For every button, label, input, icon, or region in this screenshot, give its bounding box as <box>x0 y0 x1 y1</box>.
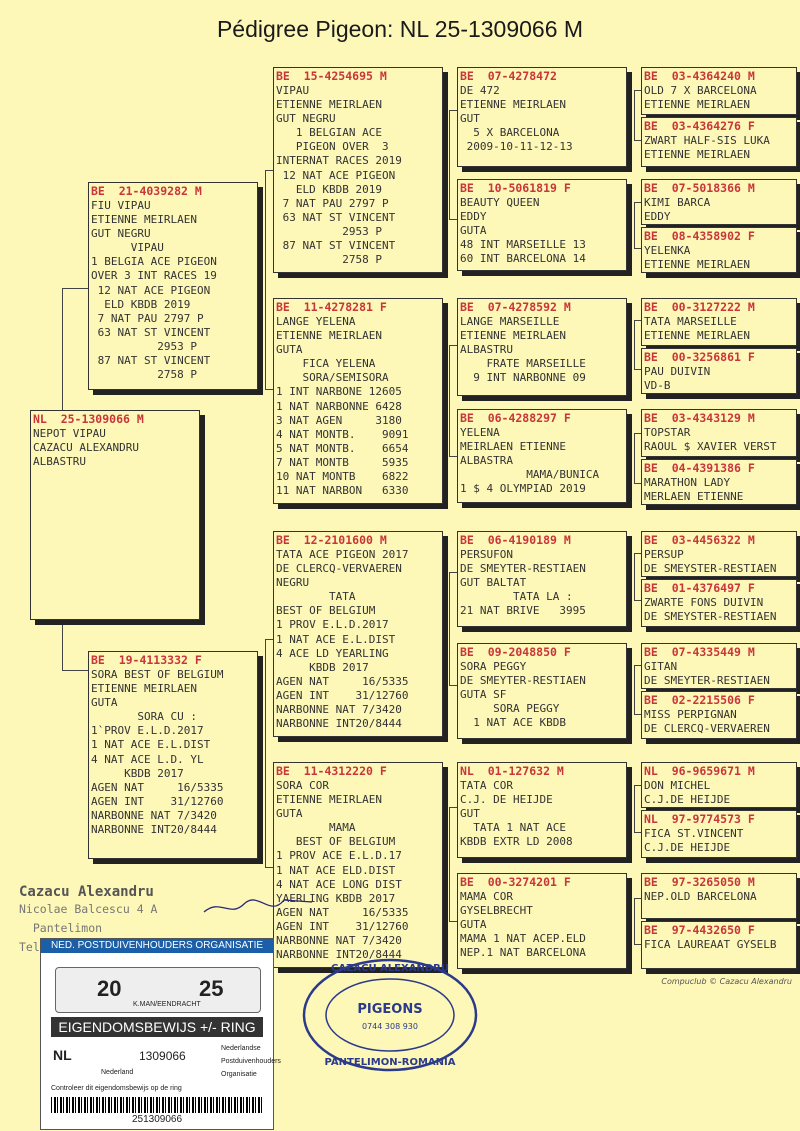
ring-number: BE 00-3127222 M <box>644 300 755 314</box>
card-line: AGEN NAT 16/5335 <box>91 780 224 794</box>
card-line: 11 NAT NARBON 6330 <box>276 484 409 498</box>
ring-title: EIGENDOMSBEWIJS +/- RING <box>51 1017 263 1037</box>
ring-number: BE 03-4364276 F <box>644 119 755 133</box>
card-line: MEIRLAEN ETIENNE <box>460 440 566 454</box>
card-line: 4 NAT ACE LONG DIST <box>276 877 402 891</box>
card-line: AGEN INT 31/12760 <box>276 688 409 702</box>
card-line: NEP.OLD BARCELONA <box>644 890 757 903</box>
card-line: DE SMEYTER-RESTIAEN <box>644 674 770 688</box>
card-line: YELENKA <box>644 244 691 257</box>
card-line: TATA ACE PIGEON 2017 <box>276 548 409 561</box>
pigeon-card-ddd <box>457 873 627 969</box>
pigeon-card-ds <box>273 531 443 737</box>
pigeon-card-g12 <box>641 691 797 739</box>
ring-number: BE 07-4335449 M <box>644 645 755 659</box>
card-line: AGEN INT 31/12760 <box>91 794 224 808</box>
card-line: MAMA/BUNICA <box>460 468 600 482</box>
stamp-bottom-text: PANTELIMON-ROMANIA <box>324 1057 456 1068</box>
ring-number: NL 01-127632 M <box>460 764 564 778</box>
card-line: ZWART HALF-SIS LUKA <box>644 134 770 147</box>
ring-year-right: 25 <box>199 976 224 1001</box>
card-line: ETIENNE MEIRLAEN <box>644 329 750 343</box>
card-line: PERSUFON <box>460 548 513 561</box>
card-line: NARBONNE NAT 7/3420 <box>276 703 402 717</box>
card-line: ETIENNE MEIRLAEN <box>91 682 197 696</box>
card-line: 2758 P <box>91 368 197 382</box>
pigeon-card-sds <box>457 298 627 396</box>
ring-number: BE 97-4432650 F <box>644 923 755 937</box>
breeder-address: Nicolae Balcescu 4 A Pantelimon Tel <box>19 902 158 954</box>
card-line: OLD 7 X BARCELONA <box>644 84 757 97</box>
pigeon-card-g13 <box>641 762 797 808</box>
card-line: KBDB 2017 <box>276 660 369 674</box>
card-line: GUT NEGRU <box>276 112 336 126</box>
card-line: TATA LA : <box>460 590 573 604</box>
card-line: GUTA <box>276 343 303 357</box>
card-line: 1 PROV ACE E.L.D.17 <box>276 849 402 863</box>
card-line: SORA PEGGY <box>460 660 527 673</box>
card-line: TATA COR <box>460 779 513 792</box>
card-line: ETIENNE MEIRLAEN <box>460 329 566 343</box>
card-line: SORA COR <box>276 779 329 792</box>
pigeon-card-sss <box>457 67 627 167</box>
card-line: SORA CU : <box>91 710 197 724</box>
ring-number: BE 06-4288297 F <box>460 411 571 425</box>
card-line: 4 ACE LD YEARLING <box>276 646 389 660</box>
card-line: LANGE MARSEILLE <box>460 315 560 328</box>
card-line: ALBASTRA <box>460 454 513 468</box>
ring-note: Controleer dit eigendomsbewijs op de ring <box>51 1085 182 1092</box>
card-line: MAMA COR <box>460 890 513 903</box>
card-line: MARATHON LADY <box>644 476 731 489</box>
pigeon-card-subject <box>30 410 200 620</box>
card-line: MAMA <box>276 821 356 835</box>
ring-number: BE 19-4113332 F <box>91 653 202 667</box>
card-line: NARBONNE INT20/8444 <box>276 717 402 731</box>
card-line: ETIENNE MEIRLAEN <box>276 329 382 343</box>
stamp-graphic <box>300 955 480 1075</box>
card-line: 48 INT MARSEILLE 13 <box>460 238 586 252</box>
ring-number: BE 21-4039282 M <box>91 184 202 198</box>
ring-number: NL 25-1309066 M <box>33 412 144 426</box>
ring-number: BE 00-3274201 F <box>460 875 571 889</box>
card-line: DE SMEYTER-RESTIAEN <box>460 674 586 688</box>
card-line: 2009-10-11-12-13 <box>460 140 573 154</box>
ring-number: BE 12-2101600 M <box>276 533 387 547</box>
card-line: 1 NAT ACE E.L.DIST <box>91 738 211 752</box>
card-line: BEAUTY QUEEN <box>460 196 540 209</box>
card-line: 87 NAT ST VINCENT <box>91 354 211 368</box>
ring-number: BE 07-5018366 M <box>644 181 755 195</box>
card-line: TATA MARSEILLE <box>644 315 737 328</box>
card-line: 12 NAT ACE PIGEON <box>276 168 396 182</box>
card-line: C.J. DE HEIJDE <box>460 793 553 807</box>
pigeon-card-g7 <box>641 409 797 457</box>
card-line: 2758 P <box>276 253 382 267</box>
card-line: KIMI BARCA <box>644 196 711 209</box>
pigeon-card-dsd <box>457 643 627 739</box>
card-line: NEPOT VIPAU <box>33 427 106 440</box>
ring-number: BE 02-2215506 F <box>644 693 755 707</box>
card-line: 12 NAT ACE PIGEON <box>91 283 211 297</box>
ring-number: BE 00-3256861 F <box>644 350 755 364</box>
card-line: NARBONNE INT20/8444 <box>276 948 402 962</box>
card-line: MAMA 1 NAT ACEP.ELD <box>460 932 586 946</box>
card-line: 9 INT NARBONNE 09 <box>460 371 586 385</box>
card-line: 1 NAT ACE E.L.DIST <box>276 632 396 646</box>
card-line: SORA BEST OF BELGIUM <box>91 668 224 681</box>
pigeon-card-g8 <box>641 459 797 505</box>
barcode-number: 251309066 <box>131 1114 183 1125</box>
card-line: NARBONNE NAT 7/3420 <box>91 808 217 822</box>
card-line: FICA ST.VINCENT <box>644 827 744 840</box>
ring-org-line1: Nederlandse <box>221 1045 261 1052</box>
card-line: 63 NAT ST VINCENT <box>91 325 211 339</box>
barcode-graphic <box>51 1097 263 1113</box>
card-line: GUTA <box>460 224 487 238</box>
pigeon-card-dam <box>88 651 258 859</box>
pigeon-card-g11 <box>641 643 797 689</box>
card-line: DE CLERCQ-VERVAEREN <box>644 722 770 736</box>
ring-number: BE 07-4278472 <box>460 69 557 83</box>
card-line: MERLAEN ETIENNE <box>644 490 744 504</box>
card-line: 4 NAT ACE L.D. YL <box>91 752 204 766</box>
ring-band-text: K.MAN/EENDRACHT <box>133 1001 201 1008</box>
card-line: PAU DUIVIN <box>644 365 711 378</box>
card-line: 1 $ 4 OLYMPIAD 2019 <box>460 482 586 496</box>
card-line: VIPAU <box>276 84 310 97</box>
card-line: BEST OF BELGIUM <box>276 835 396 849</box>
pigeon-card-sdd <box>457 409 627 503</box>
card-line: 1 BELGIAN ACE <box>276 126 382 140</box>
ring-number: BE 03-4456322 M <box>644 533 755 547</box>
card-line: FRATE MARSEILLE <box>460 357 586 371</box>
pigeon-card-ssd <box>457 179 627 271</box>
card-line: 5 X BARCELONA <box>460 126 560 140</box>
card-line: TOPSTAR <box>644 426 691 439</box>
ring-number: BE 08-4358902 F <box>644 229 755 243</box>
card-line: 3 NAT AGEN 3180 <box>276 413 402 427</box>
card-line: 2953 P <box>276 224 382 238</box>
card-line: GUTA <box>276 807 303 821</box>
ring-number: NL 97-9774573 F <box>644 812 755 826</box>
card-line: ETIENNE MEIRLAEN <box>644 148 750 162</box>
card-line: 10 NAT MONTB 6822 <box>276 470 409 484</box>
card-line: 87 NAT ST VINCENT <box>276 239 396 253</box>
card-line: BEST OF BELGIUM <box>276 604 376 618</box>
card-line: DE 472 <box>460 84 500 97</box>
card-line: 1 BELGIA ACE PIGEON <box>91 255 217 269</box>
pigeon-card-g5 <box>641 298 797 346</box>
ring-number: NL 96-9659671 M <box>644 764 755 778</box>
card-line: DE SMEYSTER-RESTIAEN <box>644 610 777 624</box>
pigeon-card-dss <box>457 531 627 627</box>
ring-number: BE 15-4254695 M <box>276 69 387 83</box>
card-line: DON MICHEL <box>644 779 711 792</box>
card-line: EDDY <box>644 210 671 224</box>
card-line: 1 NAT NARBONNE 6428 <box>276 399 402 413</box>
card-line: GUT <box>460 112 480 126</box>
card-line: 1 NAT ACE KBDB <box>460 716 566 730</box>
ring-number: BE 97-3265050 M <box>644 875 755 889</box>
card-line: PIGEON OVER 3 <box>276 140 389 154</box>
ring-org-line3: Organisatie <box>221 1071 257 1078</box>
card-line: FICA YELENA <box>276 357 376 371</box>
card-line: ELD KBDB 2019 <box>91 297 191 311</box>
pigeon-card-dds <box>457 762 627 858</box>
card-line: GYSELBRECHT <box>460 904 533 918</box>
card-line: INTERNAT RACES 2019 <box>276 154 402 168</box>
card-line: GUTA <box>460 918 487 932</box>
card-line: C.J.DE HEIJDE <box>644 793 731 807</box>
card-line: GUTA SF <box>460 688 507 702</box>
card-line: KBDB EXTR LD 2008 <box>460 835 573 849</box>
ring-org-name: NED. POSTDUIVENHOUDERS ORGANISATIE <box>41 939 273 953</box>
signature-mark <box>200 888 320 928</box>
card-line: 1 NAT ACE ELD.DIST <box>276 863 396 877</box>
pigeon-card-g14 <box>641 810 797 858</box>
page-title: Pédigree Pigeon: NL 25-1309066 M <box>216 16 584 42</box>
card-line: GUT NEGRU <box>91 227 151 241</box>
card-line: CAZACU ALEXANDRU <box>33 441 139 455</box>
pigeon-card-g15 <box>641 873 797 919</box>
card-line: LANGE YELENA <box>276 315 356 328</box>
card-line: YELENA <box>460 426 500 439</box>
card-line: TATA <box>276 590 356 604</box>
card-line: GITAN <box>644 660 678 673</box>
card-line: AGEN NAT 16/5335 <box>276 905 409 919</box>
card-line: 60 INT BARCELONA 14 <box>460 252 586 266</box>
card-line: GUTA <box>91 696 118 710</box>
stamp-middle-text: PIGEONS <box>357 1002 423 1017</box>
card-line: RAOUL $ XAVIER VERST <box>644 440 777 454</box>
ring-country-name: Nederland <box>101 1069 134 1076</box>
card-line: DE SMEYSTER-RESTIAEN <box>644 562 777 576</box>
card-line: SORA/SEMISORA <box>276 371 389 385</box>
card-line: ETIENNE MEIRLAEN <box>644 258 750 272</box>
ring-country: NL <box>53 1047 72 1063</box>
stamp-phone-text: 0744 308 930 <box>362 1022 418 1031</box>
card-line: 2953 P <box>91 339 197 353</box>
ring-year-left: 20 <box>97 976 122 1001</box>
pigeon-card-g1 <box>641 67 797 115</box>
card-line: 7 NAT MONTB 5935 <box>276 455 409 469</box>
ring-certificate <box>40 938 281 1130</box>
card-line: 1 INT NARBONE 12605 <box>276 385 402 399</box>
pigeon-card-g2 <box>641 117 797 167</box>
card-line: SORA PEGGY <box>460 702 560 716</box>
ring-org-line2: Postduivenhouders <box>221 1058 281 1065</box>
pigeon-card-g6 <box>641 348 797 394</box>
pigeon-card-dd <box>273 762 443 968</box>
card-line: ETIENNE MEIRLAEN <box>276 793 382 807</box>
pigeon-card-g3 <box>641 179 797 225</box>
card-line: ETIENNE MEIRLAEN <box>276 98 382 112</box>
stamp-top-text: CAZACU ALEXANDRU <box>331 963 449 974</box>
card-line: ETIENNE MEIRLAEN <box>91 213 197 227</box>
card-line: FICA LAUREAAT GYSELB <box>644 938 777 951</box>
card-line: ALBASTRU <box>33 455 86 469</box>
card-line: KBDB 2017 <box>91 766 184 780</box>
card-line: 4 NAT MONTB. 9091 <box>276 427 409 441</box>
card-line: 1 PROV E.L.D.2017 <box>276 618 389 632</box>
card-line: 7 NAT PAU 2797 P <box>91 311 204 325</box>
card-line: AGEN INT 31/12760 <box>276 919 409 933</box>
pigeon-card-g4 <box>641 227 797 273</box>
ring-number: BE 04-4391386 F <box>644 461 755 475</box>
card-line: GUT <box>460 807 480 821</box>
card-line: VD-B <box>644 379 671 393</box>
card-line: EDDY <box>460 210 487 224</box>
card-line: 63 NAT ST VINCENT <box>276 210 396 224</box>
ring-number: BE 01-4376497 F <box>644 581 755 595</box>
card-line: DE CLERCQ-VERVAEREN <box>276 562 402 576</box>
card-line: ETIENNE MEIRLAEN <box>460 98 566 112</box>
card-line: PERSUP <box>644 548 684 561</box>
card-line: NARBONNE INT20/8444 <box>91 823 217 837</box>
ring-number: BE 03-4343129 M <box>644 411 755 425</box>
card-line: 1`PROV E.L.D.2017 <box>91 724 204 738</box>
card-line: 21 NAT BRIVE 3995 <box>460 604 586 618</box>
card-line: ALBASTRU <box>460 343 513 357</box>
card-line: YAERLING KBDB 2017 <box>276 891 396 905</box>
software-credit: Compuclub © Cazacu Alexandru <box>661 977 792 986</box>
card-line: NARBONNE NAT 7/3420 <box>276 934 402 948</box>
card-line: 5 NAT MONTB. 6654 <box>276 441 409 455</box>
ring-number-value: 1309066 <box>139 1049 186 1063</box>
ring-number: BE 09-2048850 F <box>460 645 571 659</box>
card-line: MISS PERPIGNAN <box>644 708 737 721</box>
ring-number: BE 06-4190189 M <box>460 533 571 547</box>
ring-number: BE 10-5061819 F <box>460 181 571 195</box>
card-line: FIU VIPAU <box>91 199 151 212</box>
pigeon-card-g10 <box>641 579 797 627</box>
card-line: NEP.1 NAT BARCELONA <box>460 946 586 960</box>
ring-number: BE 11-4312220 F <box>276 764 387 778</box>
breeder-name: Cazacu Alexandru <box>19 884 154 900</box>
pigeon-card-sire <box>88 182 258 390</box>
card-line: GUT BALTAT <box>460 576 527 590</box>
pigeon-card-g9 <box>641 531 797 577</box>
card-line: VIPAU <box>91 241 164 255</box>
card-line: NEGRU <box>276 576 310 590</box>
pigeon-card-sd <box>273 298 443 504</box>
card-line: ELD KBDB 2019 <box>276 182 382 196</box>
card-line: OVER 3 INT RACES 19 <box>91 269 217 283</box>
card-line: ETIENNE MEIRLAEN <box>644 98 750 112</box>
card-line: AGEN NAT 16/5335 <box>276 674 409 688</box>
ring-number: BE 03-4364240 M <box>644 69 755 83</box>
card-line: TATA 1 NAT ACE <box>460 821 566 835</box>
card-line: C.J.DE HEIJDE <box>644 841 731 855</box>
card-line: 7 NAT PAU 2797 P <box>276 196 389 210</box>
pigeon-card-ss <box>273 67 443 273</box>
ring-number: BE 11-4278281 F <box>276 300 387 314</box>
card-line: ZWARTE FONS DUIVIN <box>644 596 764 609</box>
card-line: DE SMEYTER-RESTIAEN <box>460 562 586 576</box>
pigeon-card-g16 <box>641 921 797 969</box>
ring-number: BE 07-4278592 M <box>460 300 571 314</box>
